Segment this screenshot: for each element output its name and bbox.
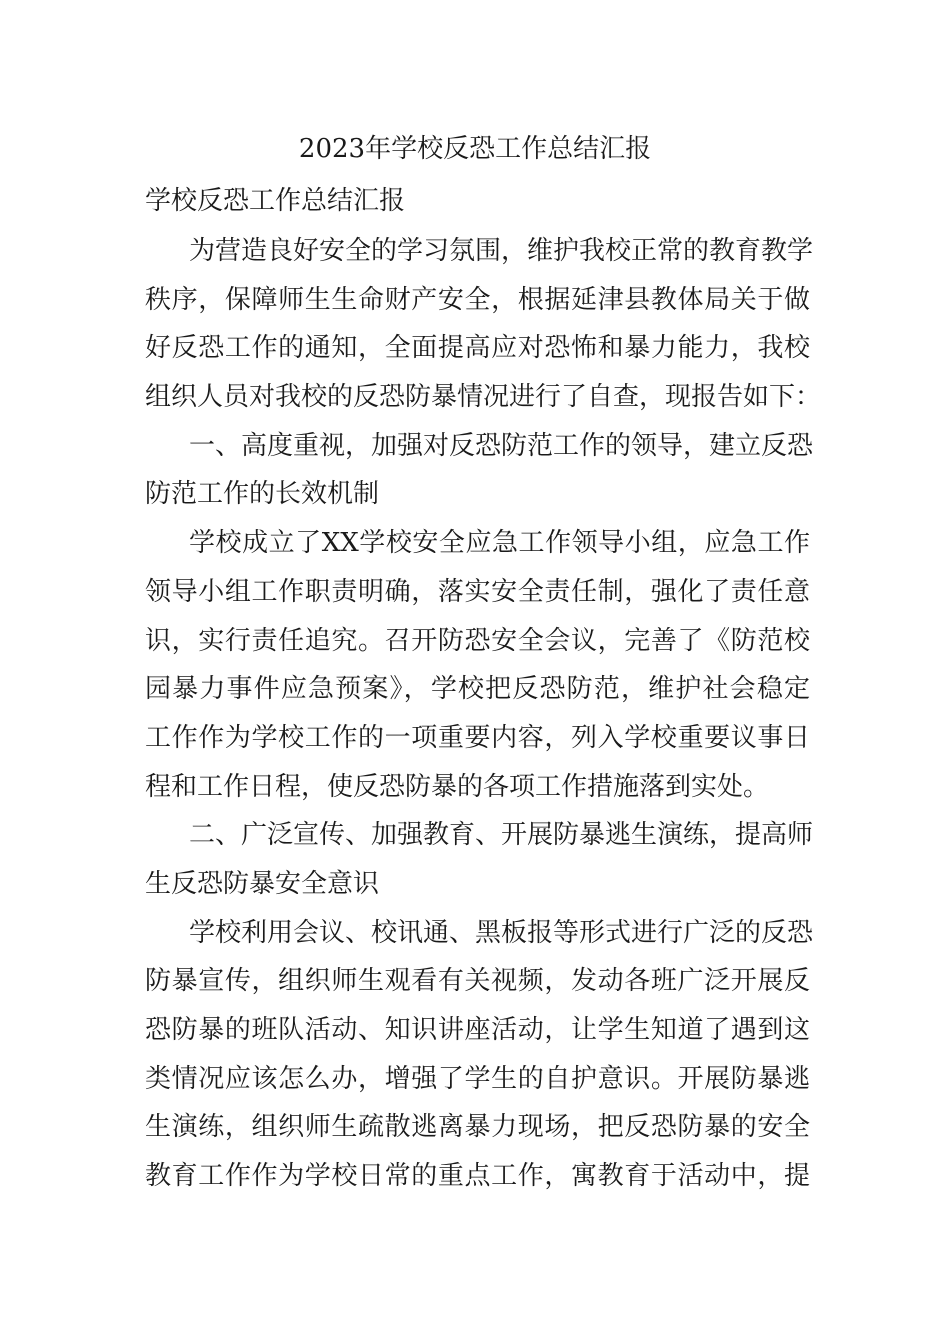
paragraph-line: 类情况应该怎么办，增强了学生的自护意识。开展防暴逃 bbox=[145, 1063, 810, 1094]
section-heading-line: 生反恐防暴安全意识 bbox=[145, 868, 380, 899]
section-heading-line: 防范工作的长效机制 bbox=[145, 479, 380, 510]
section-heading-line: 二、广泛宣传、加强教育、开展防暴逃生演练，提高师 bbox=[189, 820, 814, 851]
paragraph-line: 园暴力事件应急预案》，学校把反恐防范，维护社会稳定 bbox=[145, 674, 810, 705]
paragraph-line: 秩序，保障师生生命财产安全，根据延津县教体局关于做 bbox=[145, 284, 810, 315]
paragraph-line: 工作作为学校工作的一项重要内容，列入学校重要议事日 bbox=[145, 722, 810, 753]
section-heading-line: 一、高度重视，加强对反恐防范工作的领导，建立反恐 bbox=[189, 430, 814, 461]
paragraph-line: 教育工作作为学校日常的重点工作，寓教育于活动中，提 bbox=[145, 1161, 810, 1192]
paragraph-line: 学校成立了XX学校安全应急工作领导小组，应急工作 bbox=[189, 528, 810, 559]
document-subtitle: 学校反恐工作总结汇报 bbox=[145, 186, 406, 216]
paragraph-line: 组织人员对我校的反恐防暴情况进行了自查，现报告如下： bbox=[145, 382, 822, 413]
document-body bbox=[145, 227, 822, 1201]
paragraph-line: 领导小组工作职责明确，落实安全责任制，强化了责任意 bbox=[145, 576, 810, 607]
paragraph-line: 防暴宣传，组织师生观看有关视频，发动各班广泛开展反 bbox=[145, 966, 810, 997]
paragraph-line: 好反恐工作的通知，全面提高应对恐怖和暴力能力，我校 bbox=[145, 333, 810, 364]
paragraph-line: 学校利用会议、校讯通、黑板报等形式进行广泛的反恐 bbox=[189, 917, 814, 948]
paragraph-line: 为营造良好安全的学习氛围，维护我校正常的教育教学 bbox=[189, 236, 814, 266]
document-title: 2023年学校反恐工作总结汇报 bbox=[298, 134, 652, 164]
paragraph-line: 生演练，组织师生疏散逃离暴力现场，把反恐防暴的安全 bbox=[145, 1112, 810, 1143]
paragraph-line: 恐防暴的班队活动、知识讲座活动，让学生知道了遇到这 bbox=[145, 1015, 810, 1045]
paragraph-line: 程和工作日程，使反恐防暴的各项工作措施落到实处。 bbox=[145, 771, 770, 802]
paragraph-line: 识，实行责任追究。召开防恐安全会议，完善了《防范校 bbox=[145, 625, 810, 656]
